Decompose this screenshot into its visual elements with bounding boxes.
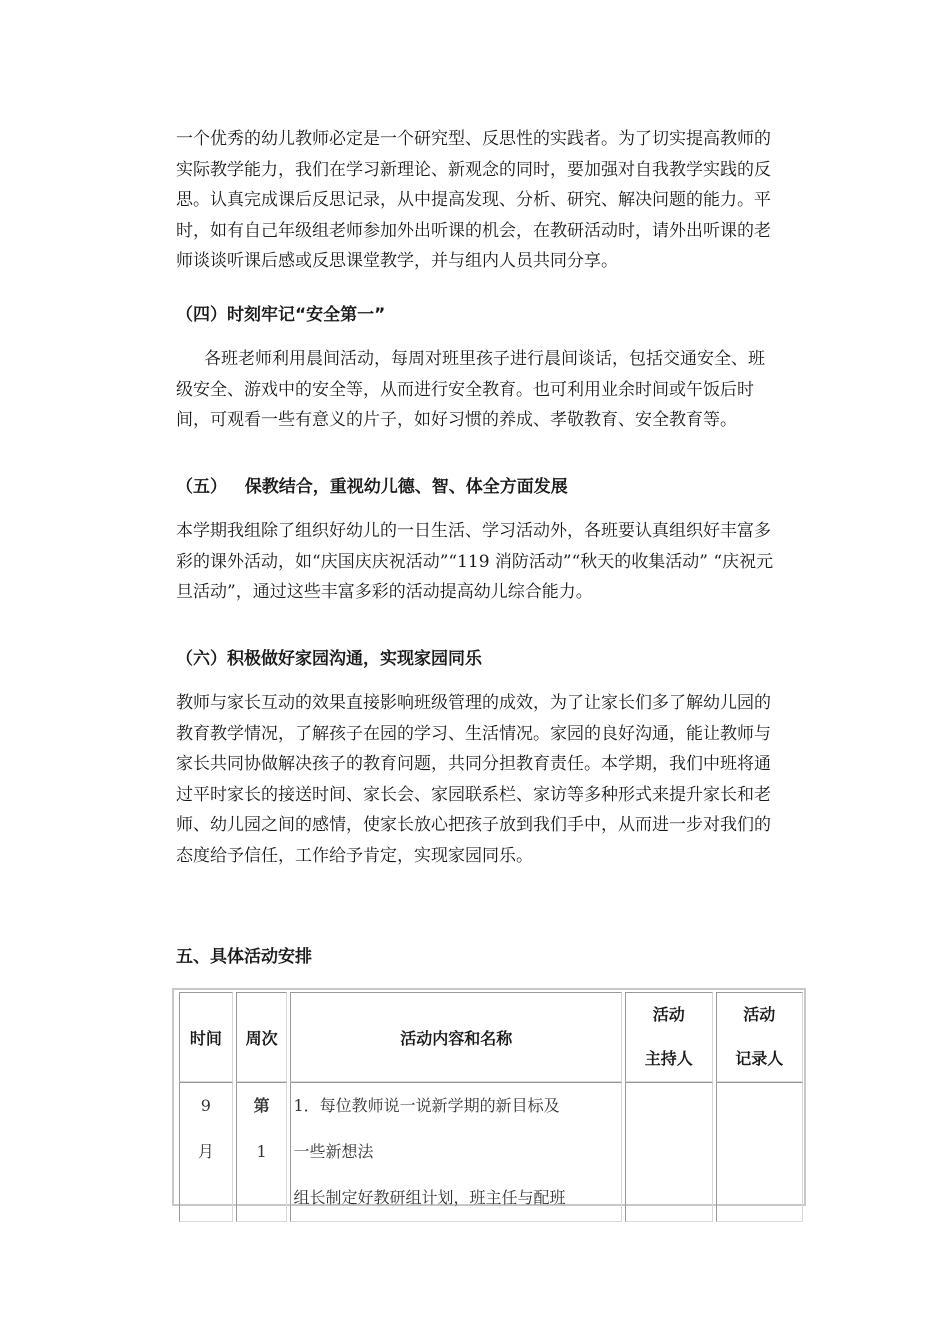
paragraph-home-school: 教师与家长互动的效果直接影响班级管理的成效，为了让家长们多了解幼儿园的教育教学情况，了解孩子在园的学习、生活情况。家园的良好沟通，能让教师与家长共同协做解决孩子的教育问题，共同分担教育责任。本学期，我们中班将通过平时家长的接送时间、家长会、家园联系栏、家访等多种形式来提升家长和老师、幼儿园之间的感情，使家长放心把孩子放到我们手中，从而进一步对我们的态度给予信任，工作给予肯定，实现家园同乐。 — [176, 693, 771, 866]
cell-week-line2: 1 — [256, 1142, 267, 1161]
table-row — [179, 1082, 803, 1222]
header-week-label: 周次 — [245, 1028, 278, 1048]
header-week — [236, 992, 288, 1082]
cell-content-line1: 1．每位教师说一说新学期的新目标及 — [293, 1096, 560, 1115]
cell-time-line2: 月 — [197, 1142, 214, 1161]
header-host-line2: 主持人 — [644, 1049, 693, 1068]
paragraph-reflection: 一个优秀的幼儿教师必定是一个研究型、反思性的实践者。为了切实提高教师的实际教学能力，我们在学习新理论、新观念的同时，要加强对自我教学实践的反思。认真完成课后反思记录，从中提高发现、分析、研究、解决问题的能力。平时，如有自己年级组老师参加外出听课的机会，在教研活动时，请外出听课的老师谈谈听课后感或反思课堂教学，并与组内人员共同分享。 — [176, 129, 771, 271]
header-time-label: 时间 — [189, 1028, 222, 1048]
cell-content-line2: 一些新想法 — [293, 1142, 374, 1161]
heading-holistic-development: （五） 保教结合，重视幼儿德、智、体全方面发展 — [176, 477, 568, 497]
cell-time-line1: 9 — [200, 1096, 211, 1115]
header-time — [179, 992, 233, 1082]
header-recorder — [716, 992, 804, 1082]
header-host-line1: 活动 — [652, 1005, 685, 1024]
table-header-row — [179, 992, 803, 1082]
header-host — [625, 992, 712, 1082]
cell-host — [625, 1082, 712, 1222]
header-recorder-line2: 记录人 — [735, 1049, 784, 1068]
cell-week-line1: 第 — [253, 1096, 270, 1115]
heading-home-school: （六）积极做好家园沟通，实现家园同乐 — [176, 649, 482, 669]
cell-time — [179, 1082, 233, 1222]
section-title-activity-plan: 五、具体活动安排 — [176, 947, 312, 967]
paragraph-safety: 各班老师利用晨间活动，每周对班里孩子进行晨间谈话，包括交通安全、班级安全、游戏中的安全等，从而进行安全教育。也可利用业余时间或午饭后时间，可观看一些有意义的片子，如好习惯的养成、孝敬教育、安全教育等。 — [176, 349, 765, 430]
paragraph-activities: 本学期我组除了组织好幼儿的一日生活、学习活动外，各班要认真组织好丰富多彩的课外活动，如“庆国庆庆祝活动”“119 消防活动”“秋天的收集活动” “庆祝元旦活动”，通过这些丰富多彩的活动提高幼儿综合能力。 — [176, 521, 774, 602]
cell-recorder — [716, 1082, 804, 1222]
cell-content — [290, 1082, 622, 1222]
cell-week — [236, 1082, 288, 1222]
header-recorder-line1: 活动 — [743, 1005, 776, 1024]
header-content-label: 活动内容和名称 — [400, 1028, 513, 1048]
heading-safety-first: （四）时刻牢记“安全第一” — [176, 305, 386, 325]
activity-plan-table — [176, 992, 806, 1222]
header-content — [290, 992, 622, 1082]
cell-content-line3: 组长制定好教研组计划，班主任与配班 — [293, 1188, 566, 1207]
